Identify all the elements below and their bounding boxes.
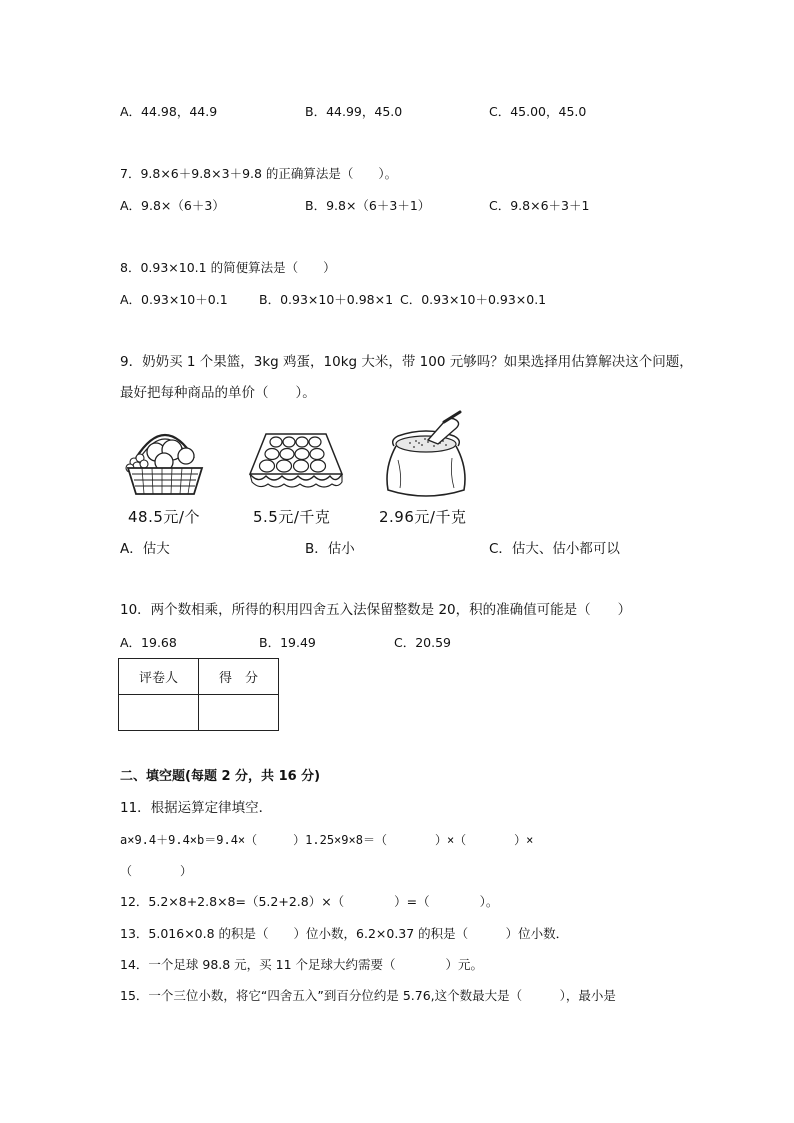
q14-text: 14．一个足球 98.8 元，买 11 个足球大约需要（ ）元。 — [120, 957, 484, 972]
q11-stem: 11．根据运算定律填空． — [120, 800, 273, 816]
q11-line1: a×9.4＋9.4×b＝9.4×（ ）1.25×9×8＝（ ）×（ ）× — [120, 833, 534, 847]
q12-text: 12．5.2×8+2.8×8=（5.2+2.8）×（ ）=（ ）。 — [120, 894, 499, 909]
rice-sack-icon — [380, 410, 472, 502]
q9-stem-line1: 9．奶奶买 1 个果篮，3kg 鸡蛋，10kg 大米，带 100 元够吗？如果选择用估算解决这个问题， — [120, 354, 693, 370]
q8-option-a: A．0.93×10＋0.1 — [120, 292, 228, 307]
grader-cell[interactable] — [119, 695, 199, 731]
q7-option-b: B．9.8×（6＋3＋1） — [305, 198, 431, 213]
rice-price: 2.96元/千克 — [379, 508, 467, 526]
grader-table — [118, 658, 279, 731]
q10-stem: 10．两个数相乘，所得的积用四舍五入法保留整数是 20，积的准确值可能是（ ） — [120, 602, 632, 618]
q9-option-a: A．估大 — [120, 541, 170, 557]
q7-option-c: C．9.8×6＋3＋1 — [489, 198, 590, 213]
q13-text: 13．5.016×0.8 的积是（ ）位小数，6.2×0.37 的积是（ ）位小数． — [120, 926, 569, 941]
grader-header: 评卷人 — [119, 659, 199, 695]
q6-option-a: A．44.98，44.9 — [120, 104, 218, 119]
q6-option-c: C．45.00，45.0 — [489, 104, 587, 119]
q10-option-b: B．19.49 — [259, 635, 316, 650]
score-cell[interactable] — [199, 695, 279, 731]
q15-text: 15．一个三位小数，将它“四舍五入”到百分位约是 5.76,这个数最大是（ ），最小是 — [120, 988, 616, 1003]
fruit-basket-icon — [122, 418, 208, 498]
q9-option-c: C．估大、估小都可以 — [489, 541, 620, 557]
egg-price: 5.5元/千克 — [253, 508, 331, 526]
section-2-title: 二、填空题(每题 2 分，共 16 分) — [120, 769, 321, 784]
score-header: 得 分 — [199, 659, 279, 695]
q7-stem: 7．9.8×6＋9.8×3＋9.8 的正确算法是（ ）。 — [120, 166, 398, 181]
q8-option-c: C．0.93×10＋0.93×0.1 — [400, 292, 547, 307]
q10-option-c: C．20.59 — [394, 635, 452, 650]
q8-stem: 8．0.93×10.1 的简便算法是（ ） — [120, 260, 336, 275]
q10-option-a: A．19.68 — [120, 635, 177, 650]
q7-option-a: A．9.8×（6＋3） — [120, 198, 225, 213]
q11-line2: （ ） — [120, 864, 193, 878]
q9-stem-line2: 最好把每种商品的单价（ ）。 — [120, 385, 316, 401]
fruit-basket-price: 48.5元/个 — [128, 508, 200, 526]
q8-option-b: B．0.93×10＋0.98×1 — [259, 292, 394, 307]
q6-option-b: B．44.99，45.0 — [305, 104, 403, 119]
egg-tray-icon — [246, 428, 346, 490]
q9-option-b: B．估小 — [305, 541, 355, 557]
